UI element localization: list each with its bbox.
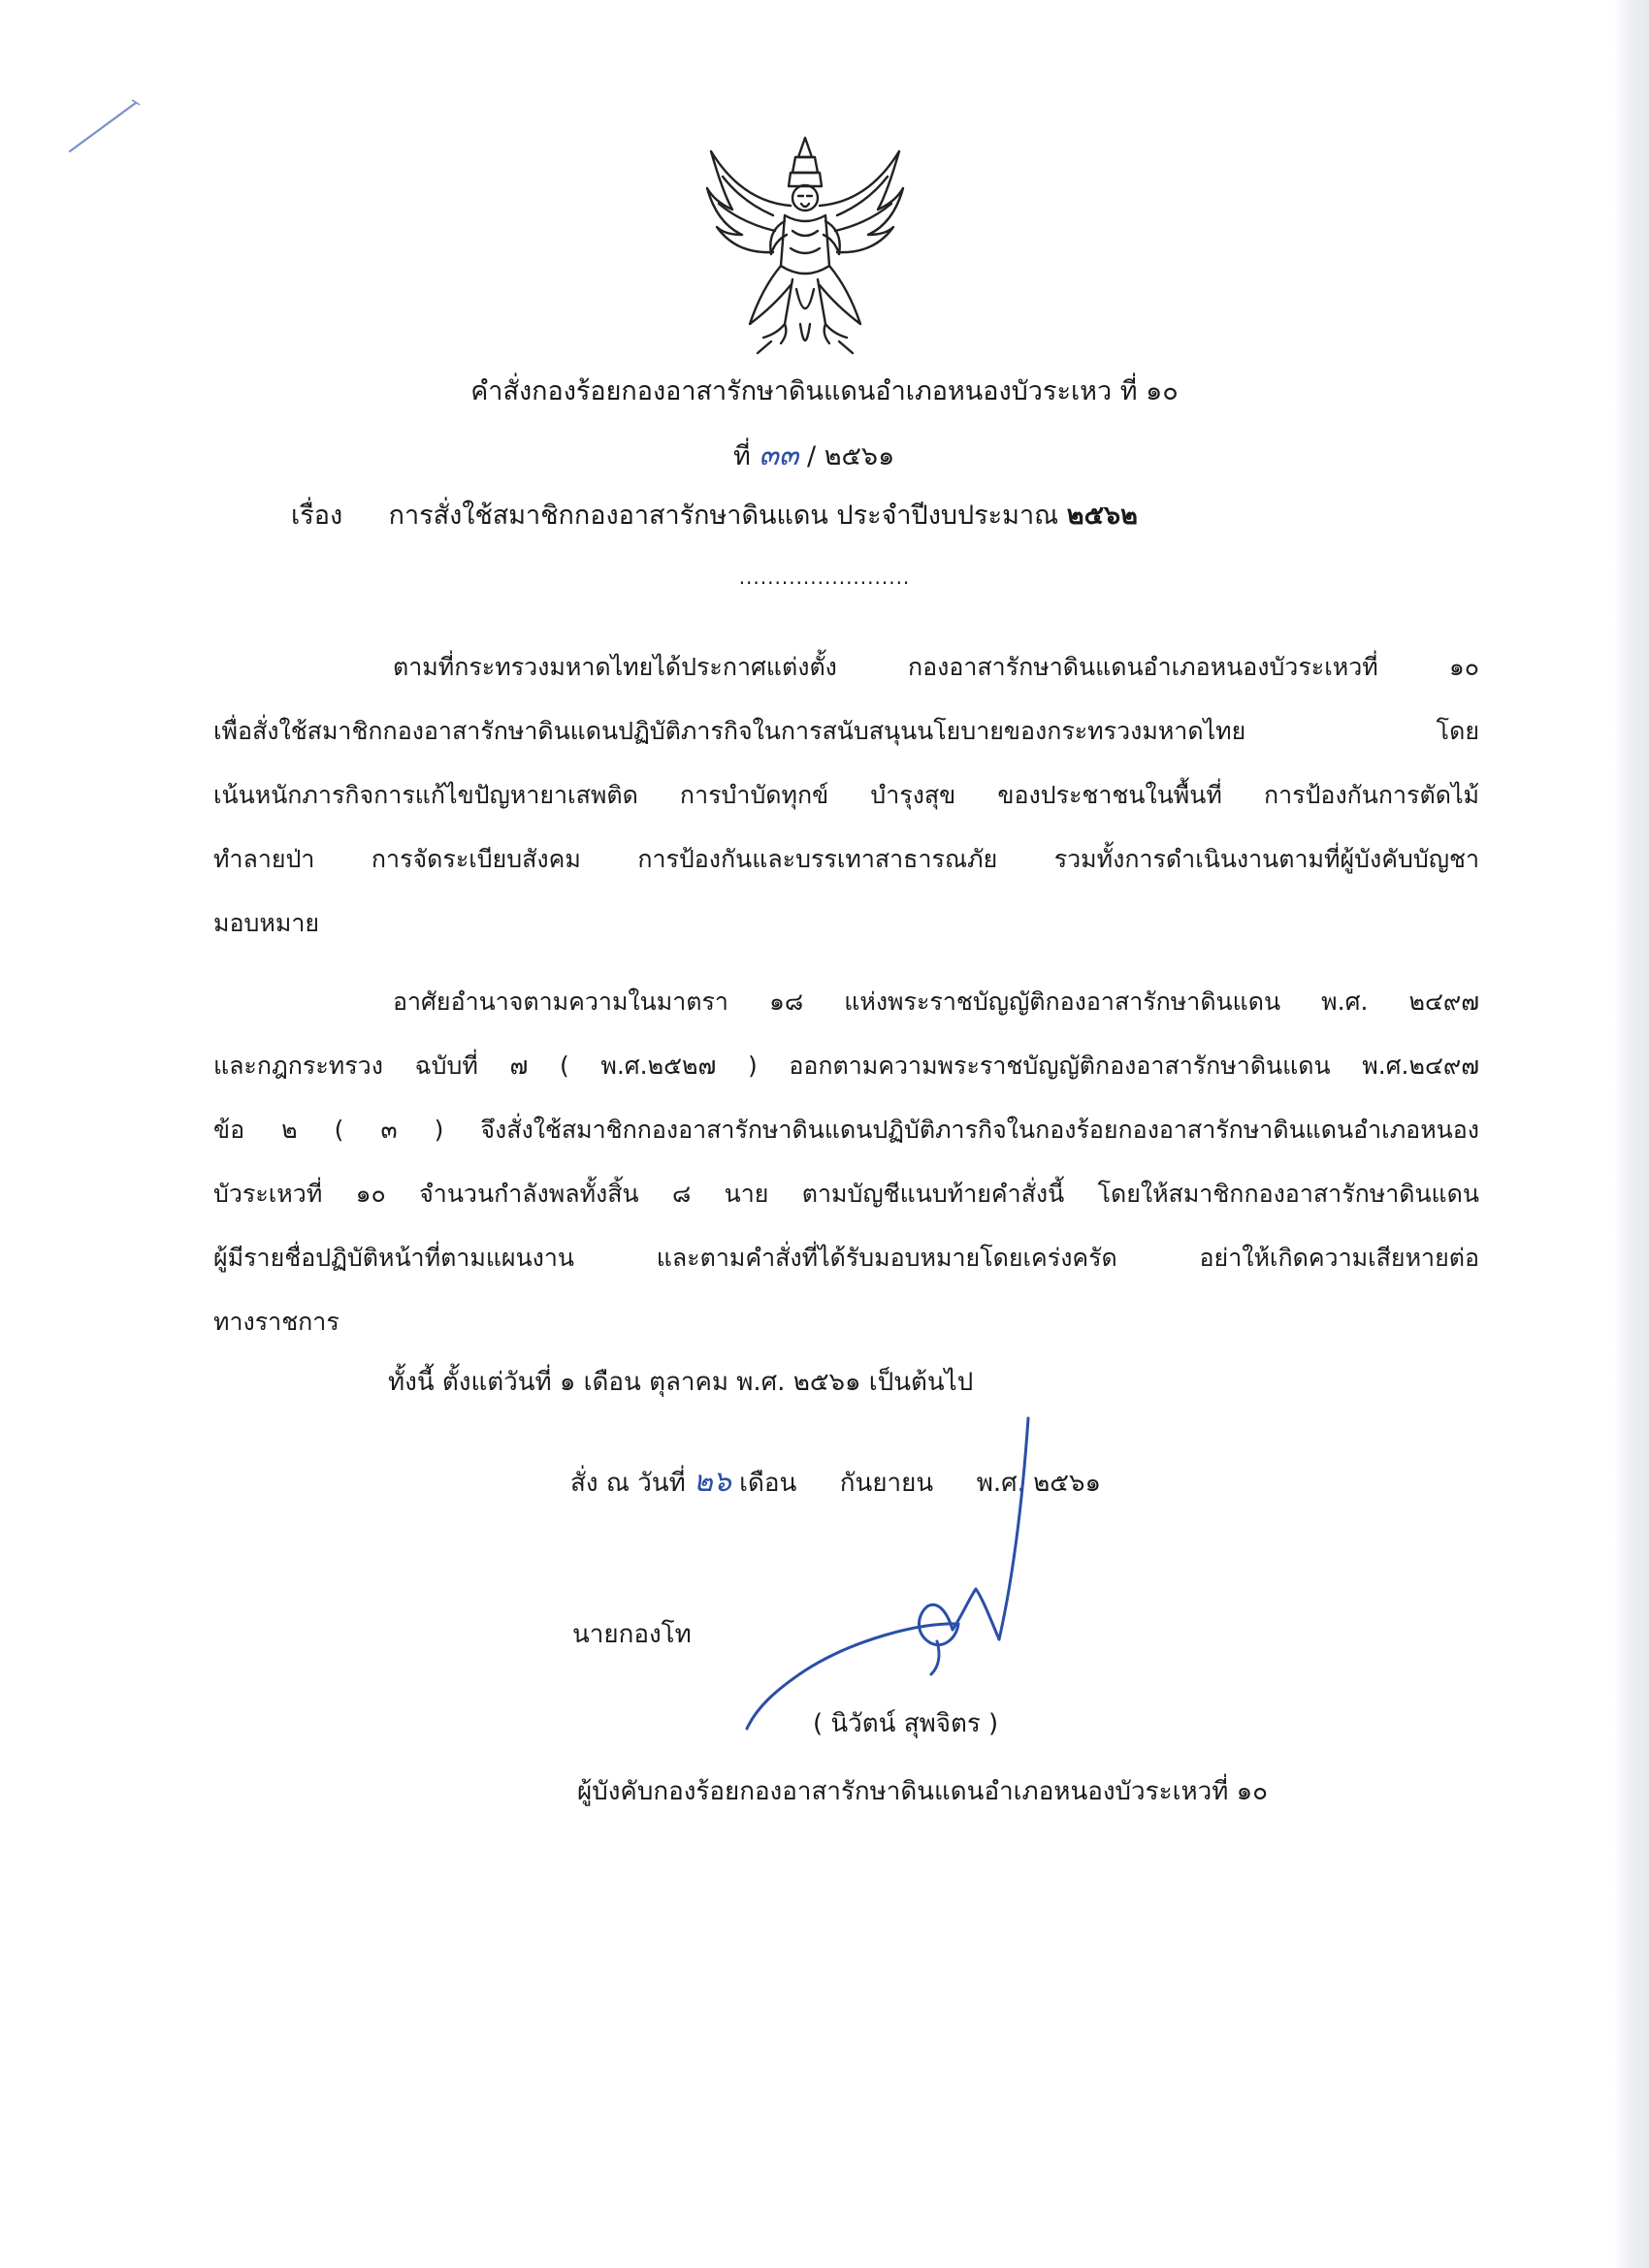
paragraph-1	[213, 635, 1479, 956]
paragraph-2	[213, 970, 1479, 1354]
order-number-year: / ๒๕๖๑	[807, 441, 895, 471]
order-title: คำสั่งกองร้อยกองอาสารักษาดินแดนอำเภอหนองบัวระเหว ที่ ๑๐	[470, 376, 1179, 406]
paragraph-line: และกฎกระทรวง ฉบับที่ ๗ ( พ.ศ.๒๕๒๗ ) ออกตามความพระราชบัญญัติกองอาสารักษาดินแดน พ.ศ.๒๔๙๗	[213, 1052, 1479, 1080]
paragraph-line: บัวระเหวที่ ๑๐ จำนวนกำลังพลทั้งสิ้น ๘ นาย ตามบัญชีแนบท้ายคำสั่งนี้ โดยให้สมาชิกกองอาสารักษาดินแดน	[213, 1180, 1479, 1208]
garuda-emblem	[703, 134, 907, 363]
subject	[291, 497, 1138, 535]
subject-text: การสั่งใช้สมาชิกกองอาสารักษาดินแดน ประจำปีงบประมาณ	[388, 501, 1059, 531]
paragraph-line: ทำลายป่า การจัดระเบียบสังคม การป้องกันและบรรเทาสาธารณภัย รวมทั้งการดำเนินงานตามที่ผู้บังคับบัญชา	[213, 845, 1479, 873]
paragraph-line: อาศัยอำนาจตามความในมาตรา ๑๘ แห่งพระราชบัญญัติกองอาสารักษาดินแดน พ.ศ. ๒๔๙๗	[393, 988, 1479, 1016]
subject-year: ๒๕๖๒	[1066, 501, 1138, 531]
paragraph-line: ทางราชการ	[213, 1308, 340, 1336]
paragraph-line: ผู้มีรายชื่อปฏิบัติหน้าที่ตามแผนงาน และตามคำสั่งที่ได้รับมอบหมายโดยเคร่งครัด อย่าให้เกิดความเสียหายต่อ	[213, 1244, 1479, 1272]
order-number-handwritten: ๓๓	[759, 438, 799, 472]
separator-dots: ........................	[738, 566, 911, 589]
paragraph-line: ตามที่กระทรวงมหาดไทยได้ประกาศแต่งตั้ง กองอาสารักษาดินแดนอำเภอหนองบัวระเหวที่ ๑๐	[393, 653, 1479, 681]
order-date-prefix: สั่ง ณ วันที่	[570, 1469, 686, 1498]
order-date-month-label: เดือน	[739, 1469, 797, 1498]
subject-label: เรื่อง	[291, 501, 343, 531]
signatory-position: ผู้บังคับกองร้อยกองอาสารักษาดินแดนอำเภอหนองบัวระเหวที่ ๑๐	[577, 1777, 1268, 1806]
order-date-day: ๒๖	[694, 1465, 731, 1499]
order-number	[733, 437, 894, 476]
order-date-month: กันยายน	[839, 1469, 934, 1498]
paragraph-line: ข้อ ๒ ( ๓ ) จึงสั่งใช้สมาชิกกองอาสารักษาดินแดนปฏิบัติภารกิจในกองร้อยกองอาสารักษาดินแดนอำเภอหนอง	[213, 1116, 1479, 1144]
paragraph-line: มอบหมาย	[213, 909, 320, 937]
order-number-prefix: ที่	[733, 441, 751, 471]
pen-mark	[68, 97, 146, 155]
scan-shadow-edge	[1614, 0, 1649, 2268]
paragraph-line: เน้นหนักภารกิจการแก้ไขปัญหายาเสพติด การบำบัดทุกข์ บำรุงสุข ของประชาชนในพื้นที่ การป้องกันการตัดไม้	[213, 781, 1479, 809]
signatory-rank: นายกองโท	[572, 1620, 692, 1649]
order-date-year: พ.ศ. ๒๕๖๑	[976, 1469, 1101, 1498]
effective-date: ทั้งนี้ ตั้งแต่วันที่ ๑ เดือน ตุลาคม พ.ศ. ๒๕๖๑ เป็นต้นไป	[388, 1368, 974, 1397]
signatory-name: ( นิวัตน์ สุพจิตร )	[813, 1709, 999, 1738]
paragraph-line: เพื่อสั่งใช้สมาชิกกองอาสารักษาดินแดนปฏิบัติภารกิจในการสนับสนุนนโยบายของกระทรวงมหาดไทย โดย	[213, 717, 1479, 745]
order-date	[570, 1463, 1101, 1503]
